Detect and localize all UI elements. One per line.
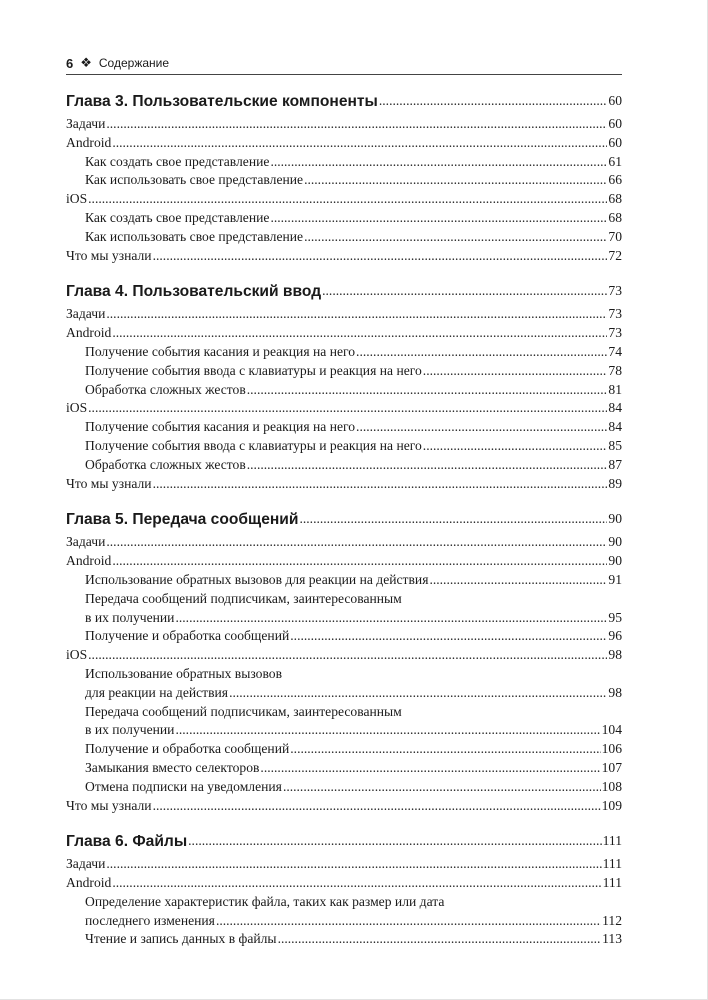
chapter-heading[interactable] — [66, 280, 622, 303]
toc-subentry[interactable] — [66, 930, 622, 949]
toc-subentry[interactable] — [66, 627, 622, 646]
dot-leader — [188, 830, 601, 852]
toc-subentry[interactable] — [66, 778, 622, 797]
entry-title: Получение события касания и реакция на него — [85, 419, 356, 435]
chapter-title: Глава 5. Передача сообщений — [66, 511, 299, 529]
dot-leader — [423, 362, 608, 381]
page-ref: 95 — [608, 609, 622, 625]
chapter-4 — [66, 280, 622, 493]
toc-subentry[interactable] — [66, 740, 622, 759]
toc-entry[interactable] — [66, 190, 622, 209]
table-of-contents — [66, 90, 622, 964]
toc-entry[interactable] — [66, 552, 622, 571]
toc-entry[interactable] — [66, 797, 622, 816]
chapter-title: Глава 4. Пользовательский ввод — [66, 283, 322, 301]
dot-leader — [153, 475, 608, 494]
page-ref: 107 — [601, 759, 622, 775]
page-ref: 66 — [608, 172, 622, 188]
page-ref: 98 — [608, 647, 622, 663]
dot-leader — [260, 759, 600, 778]
chapter-6 — [66, 830, 622, 949]
toc-subentry[interactable] — [66, 362, 622, 381]
toc-entry[interactable] — [66, 646, 622, 665]
page-ref: 60 — [608, 116, 622, 131]
dot-leader — [304, 228, 607, 247]
page-number: 6 — [66, 55, 74, 71]
toc-entry[interactable] — [66, 399, 622, 418]
page-ref: 60 — [608, 134, 622, 150]
page-ref: 84 — [608, 400, 622, 416]
dot-leader — [429, 571, 607, 590]
dot-leader — [112, 134, 607, 153]
toc-entry[interactable] — [66, 855, 622, 874]
page-ref: 109 — [601, 797, 622, 813]
page-ref: 74 — [608, 343, 622, 359]
chapter-heading[interactable] — [66, 508, 622, 531]
dot-leader — [290, 627, 607, 646]
entry-title: в их получении — [85, 609, 175, 625]
page-ref: 70 — [608, 228, 622, 244]
dot-leader — [112, 874, 601, 893]
toc-subentry[interactable] — [66, 721, 622, 740]
dot-leader — [229, 684, 607, 703]
dot-leader — [322, 280, 607, 302]
page-ref: 73 — [608, 306, 622, 322]
entry-title: Получение события ввода с клавиатуры и реакция на него — [85, 437, 422, 453]
toc-subentry[interactable] — [66, 609, 622, 628]
page-ref: 89 — [608, 475, 622, 491]
dot-leader — [106, 533, 607, 552]
dot-leader — [112, 552, 607, 571]
dot-leader — [270, 153, 607, 172]
entry-title: Использование обратных вызовов для реакции на действия — [85, 571, 429, 587]
page-ref: 90 — [608, 511, 622, 527]
entry-title: iOS — [66, 191, 88, 207]
dot-leader — [112, 324, 607, 343]
entry-title: Задачи — [66, 534, 106, 550]
toc-subentry[interactable] — [66, 456, 622, 475]
dot-leader — [153, 797, 601, 816]
toc-entry[interactable] — [66, 134, 622, 153]
page-ref: 73 — [608, 283, 622, 299]
entry-title: Отмена подписки на уведомления — [85, 778, 282, 794]
chapter-5 — [66, 508, 622, 815]
page-ref: 85 — [608, 437, 622, 453]
entry-title: Что мы узнали — [66, 475, 152, 491]
page-ref: 87 — [608, 456, 622, 472]
toc-entry[interactable] — [66, 874, 622, 893]
entry-title: Что мы узнали — [66, 797, 152, 813]
entry-title-line1: Использование обратных вызовов — [85, 665, 282, 681]
entry-title: Задачи — [66, 306, 106, 322]
page-ref: 112 — [602, 912, 622, 928]
dot-leader — [379, 90, 608, 112]
page-ref: 68 — [608, 209, 622, 225]
toc-entry[interactable] — [66, 115, 622, 134]
toc-subentry[interactable] — [66, 209, 622, 228]
dot-leader — [175, 609, 607, 628]
running-head — [66, 52, 622, 75]
toc-entry[interactable] — [66, 533, 622, 552]
page-ref: 113 — [602, 931, 622, 947]
entry-title: Получение события ввода с клавиатуры и реакция на него — [85, 362, 422, 378]
dot-leader — [270, 209, 607, 228]
entry-title: Android — [66, 553, 112, 569]
running-head-title: Содержание — [98, 56, 170, 70]
entry-title: Android — [66, 134, 112, 150]
toc-subentry[interactable] — [66, 684, 622, 703]
entry-title: iOS — [66, 400, 88, 416]
page-ref: 68 — [608, 191, 622, 207]
chapter-title: Глава 6. Файлы — [66, 833, 188, 851]
dot-leader — [299, 508, 607, 530]
chapter-heading[interactable] — [66, 830, 622, 853]
page-ref: 111 — [602, 833, 622, 849]
entry-title: iOS — [66, 647, 88, 663]
entry-title: Получение события касания и реакция на него — [85, 343, 356, 359]
page-ref: 104 — [601, 722, 622, 738]
dot-leader — [356, 418, 607, 437]
toc-entry[interactable] — [66, 247, 622, 266]
dot-leader — [304, 171, 607, 190]
entry-title: Обработка сложных жестов — [85, 456, 246, 472]
page-ref: 81 — [608, 381, 622, 397]
entry-title: Android — [66, 875, 112, 891]
entry-title: Замыкания вместо селекторов — [85, 759, 260, 775]
toc-subentry[interactable] — [66, 171, 622, 190]
dot-leader — [290, 740, 600, 759]
entry-title: Как создать свое представление — [85, 209, 270, 225]
entry-title-line1: Передача сообщений подписчикам, заинтересованным — [85, 703, 402, 719]
toc-subentry[interactable] — [66, 418, 622, 437]
chapter-3 — [66, 90, 622, 265]
toc-subentry[interactable] — [66, 153, 622, 172]
page-ref: 96 — [608, 628, 622, 644]
page-ref: 106 — [601, 741, 622, 757]
toc-entry[interactable] — [66, 475, 622, 494]
page-ref: 90 — [608, 553, 622, 569]
dot-leader — [247, 381, 608, 400]
entry-title: Что мы узнали — [66, 247, 152, 263]
page-ref: 60 — [608, 93, 622, 108]
entry-title: Получение и обработка сообщений — [85, 628, 290, 644]
entry-title-line1: Определение характеристик файла, таких как размер или дата — [85, 893, 445, 909]
toc-subentry[interactable] — [66, 571, 622, 590]
entry-title: Как использовать свое представление — [85, 172, 304, 188]
page-ref: 72 — [608, 247, 622, 263]
dot-leader — [106, 305, 607, 324]
dot-leader — [106, 855, 601, 874]
toc-subentry[interactable] — [66, 228, 622, 247]
page-ref: 108 — [601, 778, 622, 794]
toc-subentry[interactable] — [66, 343, 622, 362]
dot-leader — [278, 930, 602, 949]
entry-title: Задачи — [66, 116, 106, 131]
entry-title: Android — [66, 325, 112, 341]
toc-subentry[interactable] — [66, 437, 622, 456]
dot-leader — [106, 115, 607, 134]
dot-leader — [216, 912, 601, 931]
dot-leader — [247, 456, 608, 475]
entry-title: для реакции на действия — [85, 684, 229, 700]
dot-leader — [175, 721, 600, 740]
page-ref: 91 — [608, 571, 622, 587]
page-ref: 111 — [602, 856, 622, 872]
page-ref: 111 — [602, 875, 622, 891]
dot-leader — [88, 646, 607, 665]
toc-subentry[interactable] — [66, 759, 622, 778]
dot-leader — [153, 247, 608, 266]
dot-leader — [88, 190, 607, 209]
page-ref: 90 — [608, 534, 622, 550]
dot-leader — [356, 343, 607, 362]
entry-title: в их получении — [85, 722, 175, 738]
page-ref: 61 — [608, 153, 622, 169]
chapter-title: Глава 3. Пользовательские компоненты — [66, 93, 378, 110]
page-ref: 84 — [608, 419, 622, 435]
dot-leader — [88, 399, 607, 418]
entry-title: последнего изменения — [85, 912, 215, 928]
entry-title: Задачи — [66, 856, 106, 872]
page-ref: 73 — [608, 325, 622, 341]
chapter-heading[interactable] — [66, 90, 622, 113]
dot-leader — [423, 437, 608, 456]
toc-subentry[interactable] — [66, 912, 622, 931]
ornament-icon: ❖ — [80, 55, 92, 70]
page-ref: 98 — [608, 684, 622, 700]
toc-subentry[interactable] — [66, 381, 622, 400]
dot-leader — [283, 778, 601, 797]
entry-title: Обработка сложных жестов — [85, 381, 246, 397]
toc-entry[interactable] — [66, 324, 622, 343]
toc-entry[interactable] — [66, 305, 622, 324]
entry-title: Получение и обработка сообщений — [85, 741, 290, 757]
entry-title: Как использовать свое представление — [85, 228, 304, 244]
entry-title: Чтение и запись данных в файлы — [85, 931, 277, 947]
entry-title-line1: Передача сообщений подписчикам, заинтересованным — [85, 590, 402, 606]
page-ref: 78 — [608, 362, 622, 378]
entry-title: Как создать свое представление — [85, 153, 270, 169]
